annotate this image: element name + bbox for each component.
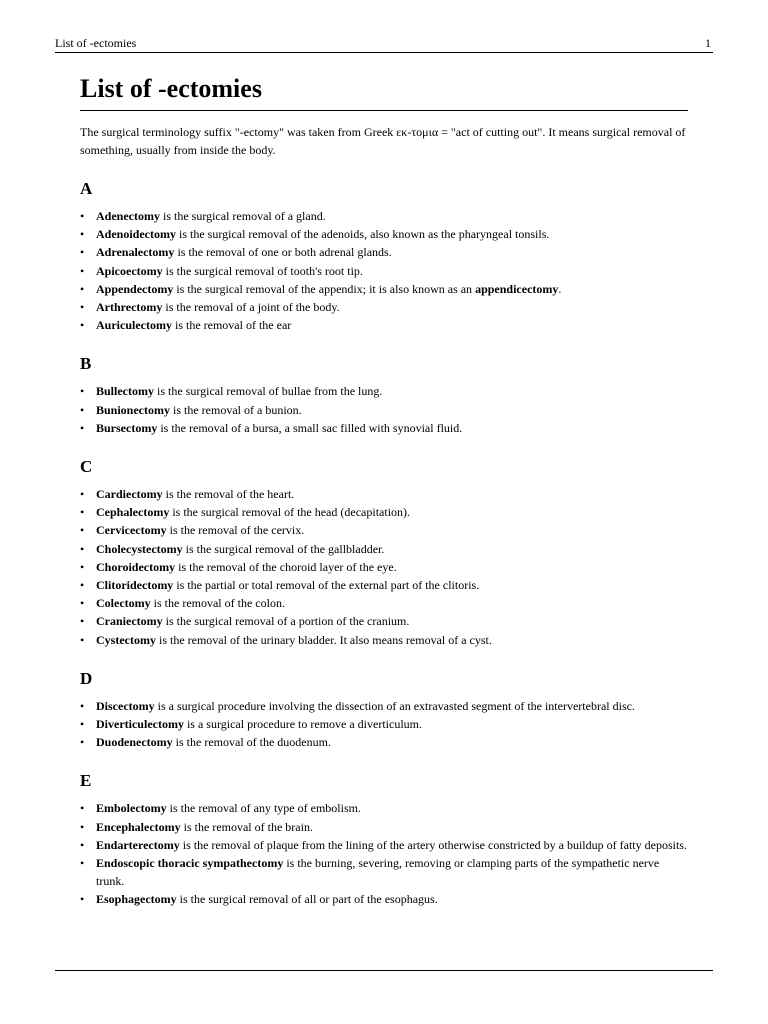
bullet-icon: • (80, 245, 85, 260)
list-item (80, 540, 688, 558)
bullet-icon: • (80, 209, 85, 223)
section-heading: E (80, 771, 92, 791)
bullet-icon: • (80, 717, 85, 732)
term-synonym: appendicectomy (475, 281, 559, 296)
term-description: is the removal of a joint of the body. (162, 300, 340, 315)
term-name: Apicoectomy (96, 263, 163, 278)
term-name: Craniectomy (96, 614, 163, 629)
page-title: List of -ectomies (80, 70, 688, 111)
bullet-icon: • (80, 632, 85, 647)
term-description: is the surgical removal of the gallbladder. (182, 541, 385, 556)
bullet-icon: • (80, 614, 85, 629)
section-heading: D (80, 668, 93, 688)
term-description: is the surgical removal of bullae from the lung. (154, 384, 383, 399)
bullet-icon: • (80, 263, 85, 278)
bullet-icon: • (80, 420, 85, 435)
bullet-icon: • (80, 596, 85, 611)
term-list (80, 382, 688, 437)
list-item (80, 836, 688, 854)
term-name: Encephalectomy (96, 819, 181, 834)
term-description: is the removal of the ear (171, 318, 292, 333)
term-name: Bunionectomy (96, 402, 171, 417)
bullet-icon: • (80, 559, 85, 574)
bullet-icon: • (80, 300, 85, 315)
list-item (80, 890, 688, 908)
bullet-icon: • (80, 318, 85, 333)
term-description: is the partial or total removal of the external part of the clitoris. (173, 578, 480, 593)
list-item (80, 503, 688, 521)
term-description: is the surgical removal of the head (decapitation). (169, 505, 411, 520)
term-name: Bursectomy (96, 420, 158, 435)
list-item (80, 280, 688, 298)
term-name: Endarterectomy (96, 837, 180, 852)
term-name: Bullectomy (96, 384, 154, 399)
term-name: Esophagectomy (96, 892, 177, 907)
list-item (80, 558, 688, 576)
bullet-icon: • (80, 578, 85, 593)
list-item (80, 382, 688, 400)
bullet-icon: • (80, 837, 85, 852)
list-item (80, 854, 688, 890)
list-item (80, 207, 688, 225)
bullet-icon: • (80, 698, 85, 713)
list-item (80, 576, 688, 594)
term-description: is the surgical removal of a gland. (159, 209, 326, 223)
list-item (80, 401, 688, 419)
term-list (80, 485, 688, 649)
term-name: Cervicectomy (96, 523, 167, 538)
section-heading: A (80, 179, 93, 198)
term-name: Cholecystectomy (96, 541, 183, 556)
term-list (80, 697, 688, 752)
bullet-icon: • (80, 801, 85, 816)
term-name: Cardiectomy (96, 487, 163, 502)
section-e (80, 770, 688, 908)
list-item (80, 243, 688, 261)
list-item (80, 316, 688, 334)
section-a (80, 178, 688, 334)
page-number: 1 (705, 36, 711, 50)
term-description: is the removal of the colon. (150, 596, 285, 611)
running-header-title: List of -ectomies (55, 36, 137, 50)
bullet-icon: • (80, 281, 85, 296)
term-description: is the removal of a bursa, a small sac filled with synovial fluid. (157, 420, 463, 435)
sections-container (80, 178, 688, 909)
list-item (80, 225, 688, 243)
bullet-icon: • (80, 735, 85, 750)
term-name: Embolectomy (96, 801, 167, 816)
bullet-icon: • (80, 505, 85, 520)
bullet-icon: • (80, 892, 85, 907)
term-description: is the removal of the urinary bladder. It also means removal of a cyst. (155, 632, 492, 647)
section-heading: C (80, 457, 93, 477)
section-c (80, 456, 688, 649)
term-description: is the removal of the brain. (180, 819, 313, 834)
bullet-icon: • (80, 541, 85, 556)
term-description: is the burning, severing, removing or clamping parts of the sympathetic nerve trunk. (96, 856, 660, 889)
term-description: is the removal of the duodenum. (172, 735, 331, 750)
term-name: Duodenectomy (96, 735, 173, 750)
term-name: Adenectomy (96, 209, 160, 223)
term-description: is the removal of the heart. (162, 487, 295, 502)
section-heading: B (80, 354, 92, 374)
intro-paragraph: The surgical terminology suffix "-ectomy" was taken from Greek εκ-τομια = "act of cutting out". It means surgical removal of something, usually from inside the body. (80, 125, 686, 157)
term-name: Diverticulectomy (96, 717, 184, 732)
list-item (80, 818, 688, 836)
term-description: is the surgical removal of all or part of the esophagus. (176, 892, 438, 907)
term-name: Cystectomy (96, 632, 156, 647)
term-list (80, 799, 688, 908)
term-description: is the removal of one or both adrenal glands. (174, 245, 392, 260)
list-item (80, 631, 688, 649)
running-header (55, 34, 713, 53)
term-name: Clitoridectomy (96, 578, 174, 593)
term-name: Endoscopic thoracic sympathectomy (96, 856, 284, 871)
list-item (80, 262, 688, 280)
term-name: Arthrectomy (96, 300, 163, 315)
term-description: is a surgical procedure to remove a diverticulum. (183, 717, 422, 732)
list-item (80, 733, 688, 751)
term-name: Adenoidectomy (96, 227, 176, 242)
bullet-icon: • (80, 856, 85, 871)
list-item (80, 419, 688, 437)
bullet-icon: • (80, 523, 85, 538)
section-d (80, 668, 688, 752)
bullet-icon: • (80, 227, 85, 242)
term-description: is the removal of the choroid layer of the eye. (175, 559, 397, 574)
term-description: is the removal of plaque from the lining of the artery otherwise constricted by a buildup of fatty deposits. (179, 837, 687, 852)
footer-divider (55, 970, 713, 971)
list-item (80, 485, 688, 503)
list-item (80, 298, 688, 316)
term-description: is a surgical procedure involving the dissection of an extravasted segment of the intervertebral disc. (154, 698, 635, 713)
article-body (80, 70, 688, 909)
list-item (80, 799, 688, 817)
term-description: is the removal of the cervix. (166, 523, 305, 538)
term-name: Auriculectomy (96, 318, 172, 333)
section-b (80, 353, 688, 437)
term-description: is the surgical removal of the adenoids, also known as the pharyngeal tonsils. (176, 227, 550, 242)
bullet-icon: • (80, 487, 85, 502)
term-name: Choroidectomy (96, 559, 176, 574)
bullet-icon: • (80, 402, 85, 417)
list-item (80, 612, 688, 630)
term-description-tail: . (558, 281, 562, 296)
term-description: is the surgical removal of tooth's root tip. (162, 263, 363, 278)
list-item (80, 594, 688, 612)
term-description: is the removal of any type of embolism. (166, 801, 361, 816)
term-name: Appendectomy (96, 281, 174, 296)
term-name: Cephalectomy (96, 505, 170, 520)
term-description: is the surgical removal of a portion of the cranium. (162, 614, 410, 629)
term-list (80, 207, 688, 334)
term-description: is the removal of a bunion. (170, 402, 302, 417)
term-name: Colectomy (96, 596, 151, 611)
list-item (80, 521, 688, 539)
term-name: Adrenalectomy (96, 245, 175, 260)
bullet-icon: • (80, 819, 85, 834)
list-item (80, 697, 688, 715)
bullet-icon: • (80, 384, 85, 399)
list-item (80, 715, 688, 733)
term-name: Discectomy (96, 698, 155, 713)
term-description: is the surgical removal of the appendix; it is also known as an (173, 281, 476, 296)
